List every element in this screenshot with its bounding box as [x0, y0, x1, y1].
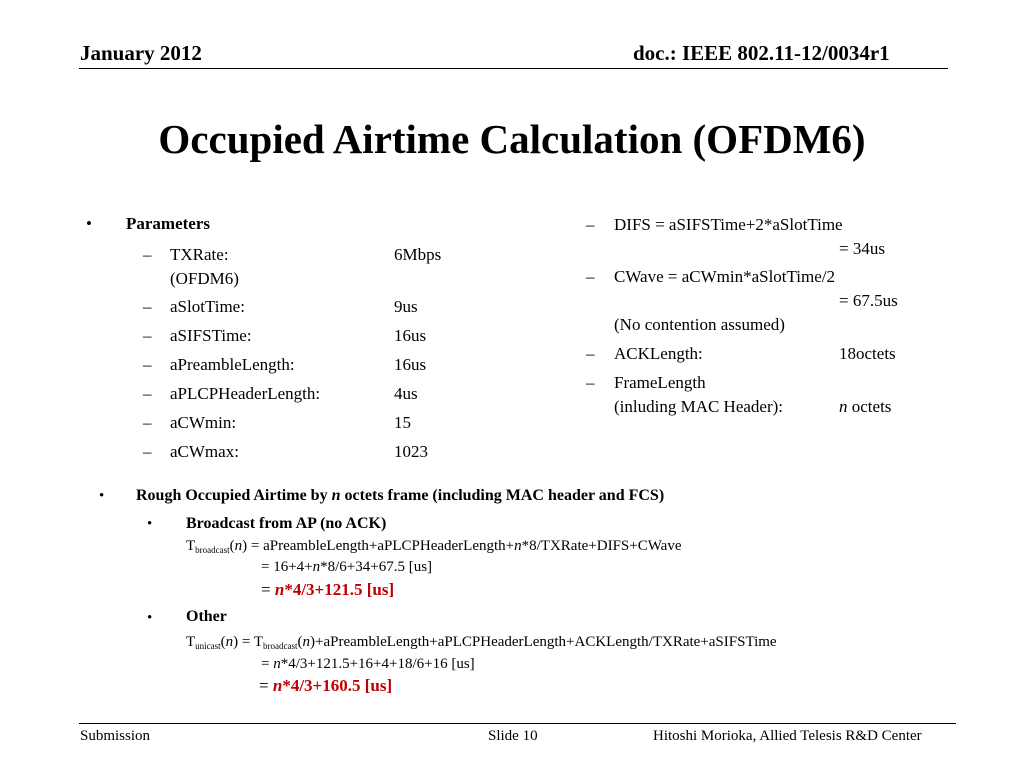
list-dash: – — [586, 344, 595, 363]
footer-author: Hitoshi Morioka, Allied Telesis R&D Center — [653, 728, 922, 744]
frame-length-value — [839, 397, 891, 417]
list-dash: – — [586, 215, 595, 234]
footer-slide-number: Slide 10 — [488, 728, 538, 744]
lparen: ( — [297, 634, 303, 650]
lparen: ( — [220, 634, 226, 650]
broadcast-formula-line1 — [186, 538, 681, 555]
param-value: 9us — [394, 297, 418, 316]
eq-sign: = — [259, 676, 273, 695]
n-var: n — [312, 559, 321, 575]
difs-formula: DIFS = aSIFSTime+2*aSlotTime — [614, 215, 843, 234]
param-name: aPLCPHeaderLength: — [170, 384, 321, 403]
cwave-note: (No contention assumed) — [614, 315, 785, 334]
frame-length-name-cont: (inluding MAC Header): — [614, 397, 784, 416]
n-var: n — [302, 634, 311, 650]
list-dash: – — [143, 245, 152, 264]
ack-length-name: ACKLength: — [614, 344, 703, 363]
param-name-cont: (OFDM6) — [170, 269, 239, 288]
rough-heading-var: n — [331, 487, 341, 504]
ack-length-value: 18octets — [839, 344, 896, 363]
formula-text: *8/6+34+67.5 [us] — [320, 559, 433, 575]
difs-result: = 34us — [839, 239, 885, 258]
frame-length-var: n — [839, 397, 848, 416]
list-dash: – — [143, 326, 152, 345]
other-result-value — [273, 676, 392, 695]
t-symbol: T — [253, 634, 264, 650]
cwave-formula: CWave = aCWmin*aSlotTime/2 — [614, 267, 836, 286]
formula-text: *4/3+121.5+16+4+18/6+16 [us] — [280, 656, 475, 672]
param-value: 16us — [394, 326, 427, 345]
list-dash: – — [143, 297, 152, 316]
other-bullet: • — [147, 610, 153, 626]
param-value: 4us — [394, 384, 418, 403]
n-var: n — [514, 538, 522, 554]
header-date: January 2012 — [80, 41, 202, 65]
param-value: 1023 — [394, 442, 428, 461]
param-name: aPreambleLength: — [170, 355, 295, 374]
rough-bullet: • — [99, 488, 105, 504]
t-symbol: T — [186, 538, 196, 554]
header-doc-id: doc.: IEEE 802.11-12/0034r1 — [633, 41, 890, 65]
rparen: ) — [242, 538, 248, 554]
param-value: 6Mbps — [394, 245, 442, 264]
n-var: n — [234, 538, 243, 554]
param-name: aSIFSTime: — [170, 326, 252, 345]
rough-heading — [136, 487, 664, 505]
other-heading: Other — [186, 608, 227, 625]
param-value: 15 — [394, 413, 411, 432]
eq-sign: = — [238, 634, 254, 650]
formula-text: +aPreambleLength+aPLCPHeaderLength+ACKLength/TXRate+aSIFSTime — [315, 634, 777, 650]
formula-text: = — [261, 656, 274, 672]
t-subscript: unicast — [195, 641, 221, 651]
list-dash: – — [143, 384, 152, 403]
parameters-bullet: • — [86, 214, 92, 233]
rparen: ) — [233, 634, 239, 650]
broadcast-bullet: • — [147, 516, 153, 532]
page-title: Occupied Airtime Calculation (OFDM6) — [158, 116, 866, 162]
result-text: *4/3+121.5 [us] — [284, 580, 395, 599]
rparen: ) — [310, 634, 316, 650]
param-name: TXRate: — [170, 245, 229, 264]
n-var: n — [225, 634, 234, 650]
rough-heading-pre: Rough Occupied Airtime by — [136, 487, 332, 504]
formula-text: = aPreambleLength+aPLCPHeaderLength+ — [247, 538, 515, 554]
result-text: *4/3+160.5 [us] — [282, 676, 393, 695]
rough-heading-post: octets frame (including MAC header and FCS) — [340, 487, 665, 504]
footer-rule — [79, 723, 956, 724]
frame-length-unit: octets — [847, 397, 892, 416]
broadcast-heading: Broadcast from AP (no ACK) — [186, 515, 387, 532]
list-dash: – — [143, 413, 152, 432]
formula-text: *8/TXRate+DIFS+CWave — [521, 538, 682, 554]
formula-text: = 16+4+ — [261, 559, 313, 575]
param-name: aSlotTime: — [170, 297, 245, 316]
t-symbol: T — [186, 634, 196, 650]
other-formula-line1 — [186, 634, 777, 651]
cwave-result: = 67.5us — [839, 291, 898, 310]
n-var: n — [273, 656, 281, 672]
eq-sign: = — [261, 580, 275, 599]
frame-length-name: FrameLength — [614, 373, 706, 392]
footer-submission: Submission — [80, 728, 151, 744]
list-dash: – — [586, 373, 595, 392]
parameters-heading: Parameters — [126, 214, 211, 233]
broadcast-formula-line2 — [261, 559, 432, 576]
t-subscript: broadcast — [195, 545, 230, 555]
header-rule — [79, 68, 948, 69]
broadcast-result-value — [275, 580, 394, 599]
param-value: 16us — [394, 355, 427, 374]
list-dash: – — [143, 442, 152, 461]
param-name: aCWmin: — [170, 413, 237, 432]
lparen: ( — [229, 538, 235, 554]
other-result — [259, 676, 392, 696]
list-dash: – — [143, 355, 152, 374]
t-subscript: broadcast — [263, 641, 298, 651]
n-var: n — [272, 676, 283, 695]
param-name: aCWmax: — [170, 442, 239, 461]
list-dash: – — [586, 267, 595, 286]
broadcast-result — [261, 580, 394, 600]
other-formula-line2 — [261, 656, 475, 673]
n-var: n — [274, 580, 285, 599]
